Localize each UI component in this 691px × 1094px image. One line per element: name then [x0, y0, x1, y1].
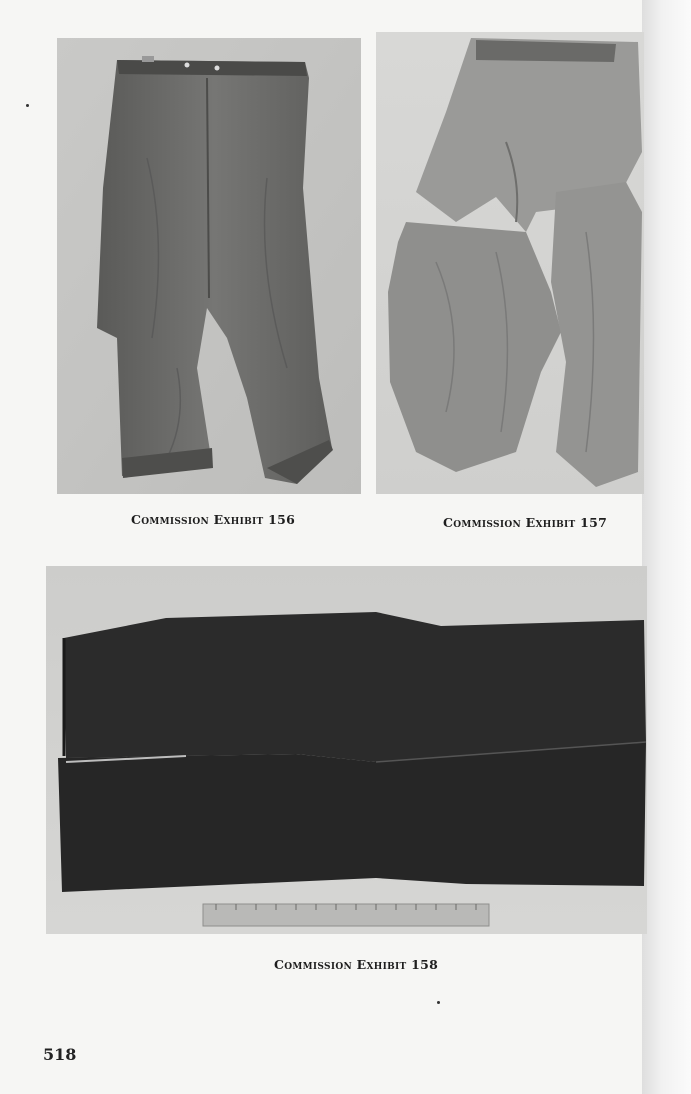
trousers-split-image	[376, 32, 644, 494]
trousers-flat-with-ruler-image	[46, 566, 647, 934]
scan-speck	[26, 104, 29, 107]
exhibit-158-caption: Commission Exhibit 158	[274, 957, 439, 972]
scan-page-edge	[642, 0, 691, 1094]
exhibit-157-photo	[376, 32, 644, 494]
exhibit-156-photo	[57, 38, 361, 494]
scan-speck	[437, 1001, 440, 1004]
page-number: 518	[43, 1045, 77, 1064]
exhibit-157-caption: Commission Exhibit 157	[443, 515, 608, 530]
trousers-upright-image	[57, 38, 361, 494]
exhibit-158-photo	[46, 566, 647, 934]
exhibit-156-caption: Commission Exhibit 156	[131, 512, 296, 527]
